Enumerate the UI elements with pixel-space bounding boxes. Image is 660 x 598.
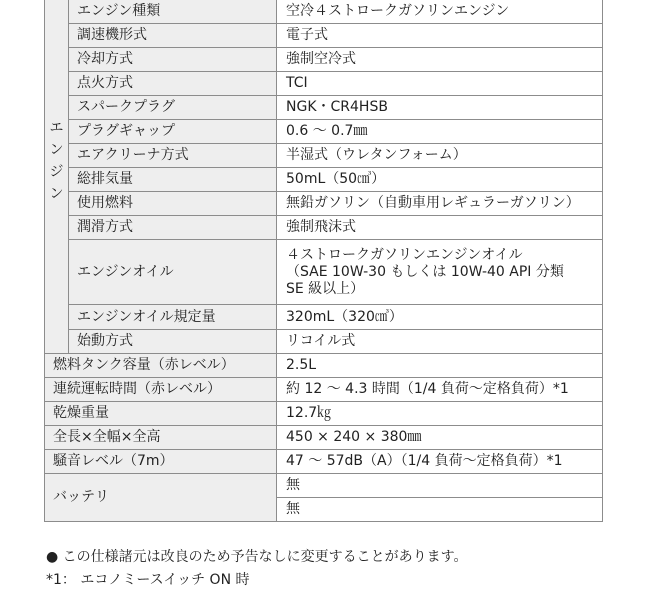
table-row <box>45 168 603 192</box>
group-label-char: ジ <box>49 164 64 180</box>
table-row <box>45 0 603 24</box>
table-row <box>45 305 603 330</box>
table-row <box>45 450 603 474</box>
spec-label: スパークプラグ <box>69 96 277 120</box>
spec-value: リコイル式 <box>277 330 603 354</box>
table-row <box>45 192 603 216</box>
spec-label: 潤滑方式 <box>69 216 277 240</box>
spec-value: 47 ～ 57dB（A）（1/4 負荷～定格負荷）*1 <box>277 450 603 474</box>
table-row <box>45 402 603 426</box>
spec-label: 使用燃料 <box>69 192 277 216</box>
spec-value: 空冷４ストロークガソリンエンジン <box>277 0 603 24</box>
group-label-char: エ <box>49 120 64 136</box>
spec-value-line: ４ストロークガソリンエンジンオイル <box>286 246 523 263</box>
spec-table-body <box>45 0 603 522</box>
spec-label: 騒音レベル（7m） <box>45 450 277 474</box>
spec-value-line: （SAE 10W-30 もしくは 10W-40 API 分類 <box>286 263 564 280</box>
spec-label: 乾燥重量 <box>45 402 277 426</box>
spec-table <box>44 0 603 522</box>
engine-group-label <box>45 0 69 354</box>
spec-value: 450 × 240 × 380㎜ <box>277 426 603 450</box>
spec-value: 320mL（320㎤） <box>277 305 603 330</box>
spec-value: 半湿式（ウレタンフォーム） <box>277 144 603 168</box>
spec-value: 電子式 <box>277 24 603 48</box>
spec-label: 調速機形式 <box>69 24 277 48</box>
spec-change-notice: ● この仕様諸元は改良のため予告なしに変更することがあります。 <box>46 549 468 565</box>
footnote: *1： エコノミースイッチ ON 時 <box>46 572 250 588</box>
table-row <box>45 354 603 378</box>
spec-label-battery: バッテリ <box>45 474 277 522</box>
spec-value: TCI <box>277 72 603 96</box>
spec-label: 全長×全幅×全高 <box>45 426 277 450</box>
table-row <box>45 48 603 72</box>
spec-value: 2.5L <box>277 354 603 378</box>
spec-value: 0.6 ～ 0.7㎜ <box>277 120 603 144</box>
table-row <box>45 330 603 354</box>
spec-value-multiline <box>277 240 603 305</box>
spec-label: エンジン種類 <box>69 0 277 24</box>
spec-value: 強制飛沫式 <box>277 216 603 240</box>
spec-value: 強制空冷式 <box>277 48 603 72</box>
spec-value: 約 12 ～ 4.3 時間（1/4 負荷～定格負荷）*1 <box>277 378 603 402</box>
table-row <box>45 120 603 144</box>
spec-value: NGK・CR4HSB <box>277 96 603 120</box>
spec-value-line: SE 級以上） <box>286 280 365 297</box>
spec-label: 総排気量 <box>69 168 277 192</box>
spec-label: プラグギャップ <box>69 120 277 144</box>
table-row <box>45 144 603 168</box>
spec-label: 燃料タンク容量（赤レベル） <box>45 354 277 378</box>
table-row <box>45 96 603 120</box>
table-row <box>45 216 603 240</box>
spec-label: エアクリーナ方式 <box>69 144 277 168</box>
spec-value: 無 <box>277 498 603 522</box>
spec-label: 点火方式 <box>69 72 277 96</box>
table-row <box>45 426 603 450</box>
spec-label: エンジンオイル規定量 <box>69 305 277 330</box>
spec-label: エンジンオイル <box>69 240 277 305</box>
table-row <box>45 474 603 498</box>
group-label-char: ン <box>49 142 64 158</box>
group-label-char: ン <box>49 186 64 202</box>
spec-label: 連続運転時間（赤レベル） <box>45 378 277 402</box>
spec-value: 無 <box>277 474 603 498</box>
spec-label: 始動方式 <box>69 330 277 354</box>
spec-label: 冷却方式 <box>69 48 277 72</box>
spec-value: 50mL（50㎤） <box>277 168 603 192</box>
table-row <box>45 378 603 402</box>
spec-value: 無鉛ガソリン（自動車用レギュラーガソリン） <box>277 192 603 216</box>
table-row <box>45 240 603 305</box>
table-row <box>45 24 603 48</box>
table-row <box>45 72 603 96</box>
spec-value: 12.7㎏ <box>277 402 603 426</box>
